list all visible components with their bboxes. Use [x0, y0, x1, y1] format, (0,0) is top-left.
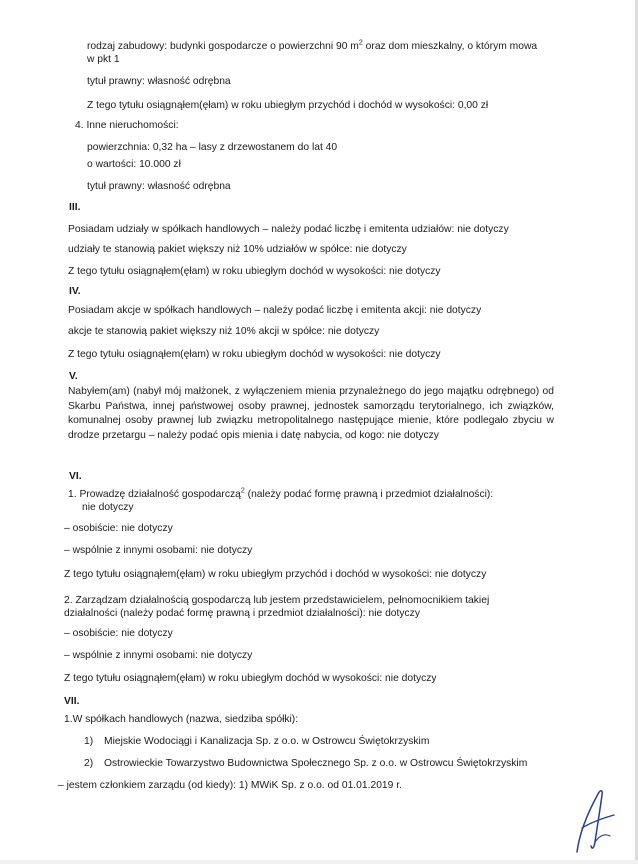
dochod-line-vi-1: Z tego tytułu osiągnąłem(ęłam) w roku ubiegłym przychód i dochód w wysokości: nie dotyczy — [64, 569, 487, 580]
section-iv-heading: IV. — [69, 286, 81, 297]
superscript: 2 — [358, 39, 363, 47]
dochod-line-vi-2: Z tego tytułu osiągnąłem(ęłam) w roku ubiegłym dochód w wysokości: nie dotyczy — [64, 673, 437, 684]
wspolnie-line-2: – wspólnie z innymi osobami: nie dotyczy — [64, 650, 253, 661]
company-2-number: 2) — [84, 758, 94, 769]
section-iv-line-1: Posiadam akcje w spółkach handlowych – należy podać liczbę i emitenta akcji: nie dotyczy — [68, 305, 482, 316]
page-bottom-shadow — [0, 860, 638, 864]
inne-nieruchomosci-heading: 4. Inne nieruchomości: — [75, 120, 179, 131]
tytul-prawny-1: tytuł prawny: własność odrębna — [87, 76, 231, 87]
wspolnie-line-1: – wspólnie z innymi osobami: nie dotyczy — [64, 545, 253, 556]
section-vi-item-2-line-2: działalności (należy podać formę prawną i przedmiot działalności): nie dotyczy — [64, 608, 420, 619]
section-iii-line-2: udziały te stanowią pakiet większy niż 10% udziałów w spółce: nie dotyczy — [68, 244, 407, 255]
section-vi-heading: VI. — [69, 471, 82, 482]
section-vi-item-2-line-1: 2. Zarządzam działalnością gospodarczą lub jestem przedstawicielem, pełnomocnikiem takiej — [64, 595, 490, 606]
section-vi-item-1-text-cont: (należy podać formę prawną i przedmiot działalności): — [244, 489, 494, 500]
powierzchnia-line: powierzchnia: 0,32 ha – lasy z drzewostanem do lat 40 — [87, 142, 338, 153]
section-vi-item-1-text: 1. Prowadzę działalność gospodarczą — [68, 489, 241, 500]
section-iv-line-3: Z tego tytułu osiągnąłem(ęłam) w roku ubiegłym dochód w wysokości: nie dotyczy — [68, 349, 441, 360]
osobiscie-line-1: – osobiście: nie dotyczy — [64, 523, 173, 534]
wartosc-line: o wartości: 10.000 zł — [87, 159, 181, 170]
section-vi-item-1 — [68, 488, 493, 501]
company-1-name: Miejskie Wodociągi i Kanalizacja Sp. z o.o. w Ostrowcu Świętokrzyskim — [104, 736, 430, 747]
section-iii-line-3: Z tego tytułu osiągnąłem(ęłam) w roku ubiegłym dochód w wysokości: nie dotyczy — [68, 266, 441, 277]
signature-image — [570, 786, 620, 854]
section-vii-heading: VII. — [64, 696, 80, 707]
zabudowa-text: rodzaj zabudowy: budynki gospodarcze o powierzchni 90 m — [87, 41, 359, 52]
company-2-name: Ostrowieckie Towarzystwo Budownictwa Społecznego Sp. z o.o. w Ostrowcu Świętokrzyskim — [104, 758, 528, 769]
osobiscie-line-2: – osobiście: nie dotyczy — [64, 628, 173, 639]
tytul-prawny-2: tytuł prawny: własność odrębna — [87, 181, 231, 192]
zabudowa-line-2: w pkt 1 — [87, 54, 120, 65]
section-v-heading: V. — [69, 371, 78, 382]
dochod-line-1: Z tego tytułu osiągnąłem(ęłam) w roku ubiegłym przychód i dochód w wysokości: 0,00 zł — [87, 100, 489, 111]
section-vi-item-1-answer: nie dotyczy — [82, 502, 134, 513]
company-1-number: 1) — [84, 736, 94, 747]
section-iii-heading: III. — [69, 202, 81, 213]
section-iv-line-2: akcje te stanowią pakiet większy niż 10% akcji w spółce: nie dotyczy — [68, 326, 380, 337]
footnote-marker: 2 — [240, 487, 245, 495]
board-member-line: – jestem członkiem zarządu (od kiedy): 1) MWiK Sp. z o.o. od 01.01.2019 r. — [58, 780, 402, 791]
section-iii-line-1: Posiadam udziały w spółkach handlowych – należy podać liczbę i emitenta udziałów: nie dotyczy — [68, 224, 509, 235]
section-vii-item-1: 1.W spółkach handlowych (nazwa, siedziba spółki): — [64, 714, 299, 725]
zabudowa-text-cont: oraz dom mieszkalny, o którym mowa — [362, 41, 538, 52]
section-v-paragraph: Nabyłem(am) (nabył mój małżonek, z wyłączeniem mienia przynależnego do jego majątku odrębnego) od Skarbu Państwa, innej państwowej osoby prawnej, jednostek samorządu terytorialnego, ich związków, komunalnej osoby prawnej lub związku metropolitalnego następujące mienie, które podlegało zbyciu w drodze przetargu – należy podać opis mienia i datę nabycia, od kogo: nie dotyczy — [68, 386, 554, 441]
zabudowa-line — [87, 40, 537, 53]
